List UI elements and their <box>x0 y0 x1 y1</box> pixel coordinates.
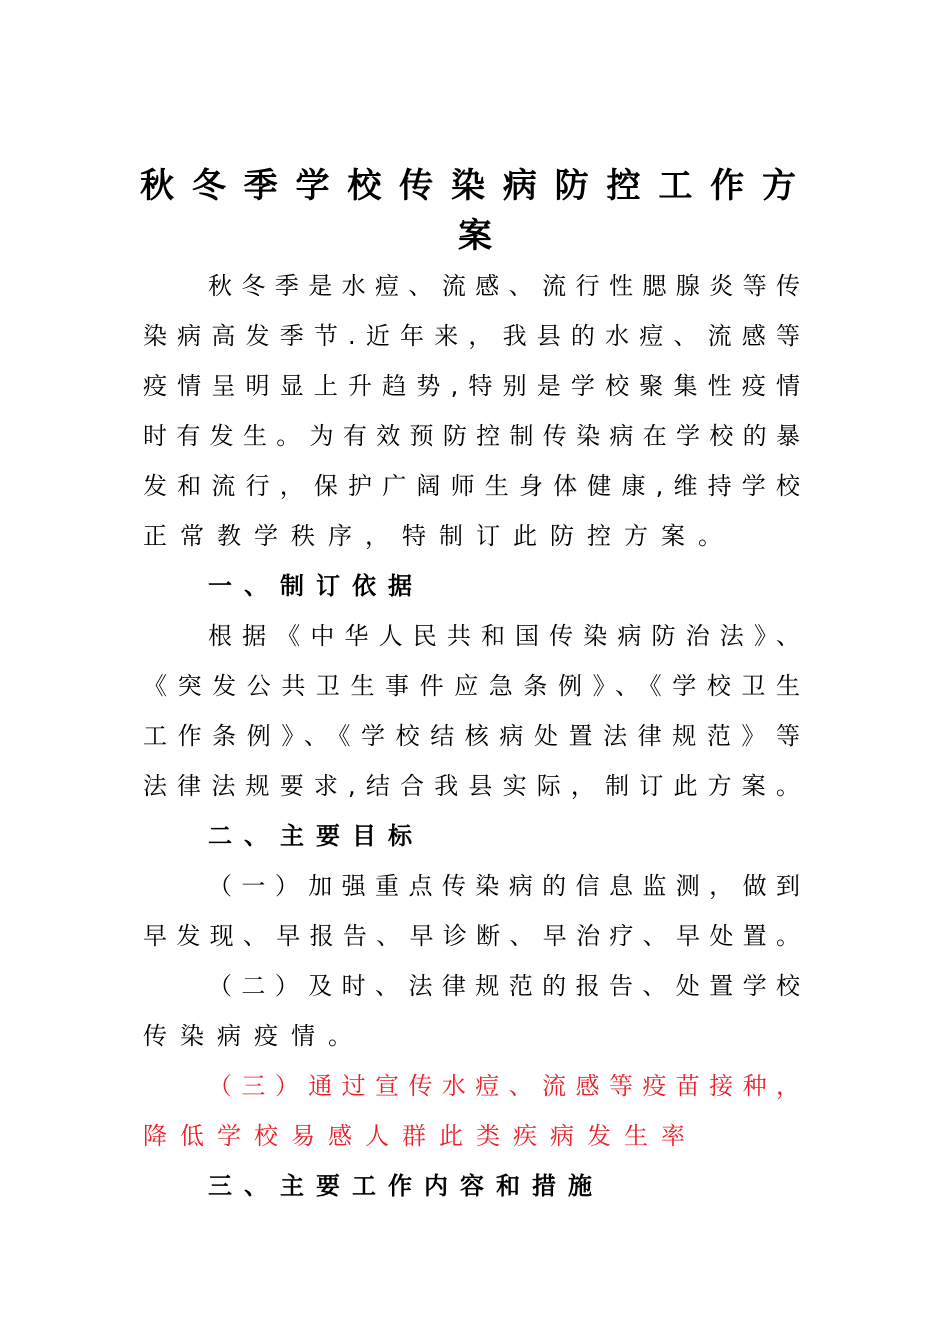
goal-2-line: 传染病疫情。 <box>143 1022 365 1050</box>
goal-3-line-highlighted: （三）通过宣传水痘、流感等疫苗接种， <box>208 1072 800 1100</box>
goal-1-line: （一）加强重点传染病的信息监测，做到 <box>208 872 800 900</box>
goal-1-line: 早发现、早报告、早诊断、早治疗、早处置。 <box>143 922 800 950</box>
section-heading-basis: 一、制订依据 <box>208 572 424 600</box>
section-heading-measures: 三、主要工作内容和措施 <box>208 1172 604 1200</box>
basis-line: 《突发公共卫生事件应急条例》、《学校卫生 <box>143 672 800 700</box>
basis-line: 法律法规要求,结合我县实际，制订此方案。 <box>143 772 800 800</box>
section-heading-goals: 二、主要目标 <box>208 822 424 850</box>
intro-line: 时有发生。为有效预防控制传染病在学校的暴 <box>143 422 800 450</box>
intro-line: 发和流行，保护广阔师生身体健康,维持学校 <box>143 472 800 500</box>
intro-line: 秋冬季是水痘、流感、流行性腮腺炎等传 <box>208 272 800 300</box>
intro-line: 疫情呈明显上升趋势,特别是学校聚集性疫情 <box>143 372 800 400</box>
basis-line: 工作条例》、《学校结核病处置法律规范》等 <box>143 722 800 750</box>
goal-3-line-highlighted: 降低学校易感人群此类疾病发生率 <box>143 1122 698 1150</box>
intro-line: 染病高发季节.近年来，我县的水痘、流感等 <box>143 322 800 350</box>
goal-2-line: （二）及时、法律规范的报告、处置学校 <box>208 972 800 1000</box>
document-title-line-1: 秋冬季学校传染病防控工作方 <box>140 166 810 206</box>
basis-line: 根据《中华人民共和国传染病防治法》、 <box>208 622 800 650</box>
document-title-line-2: 案 <box>458 216 492 256</box>
intro-line: 正常教学秩序，特制订此防控方案。 <box>143 522 735 550</box>
